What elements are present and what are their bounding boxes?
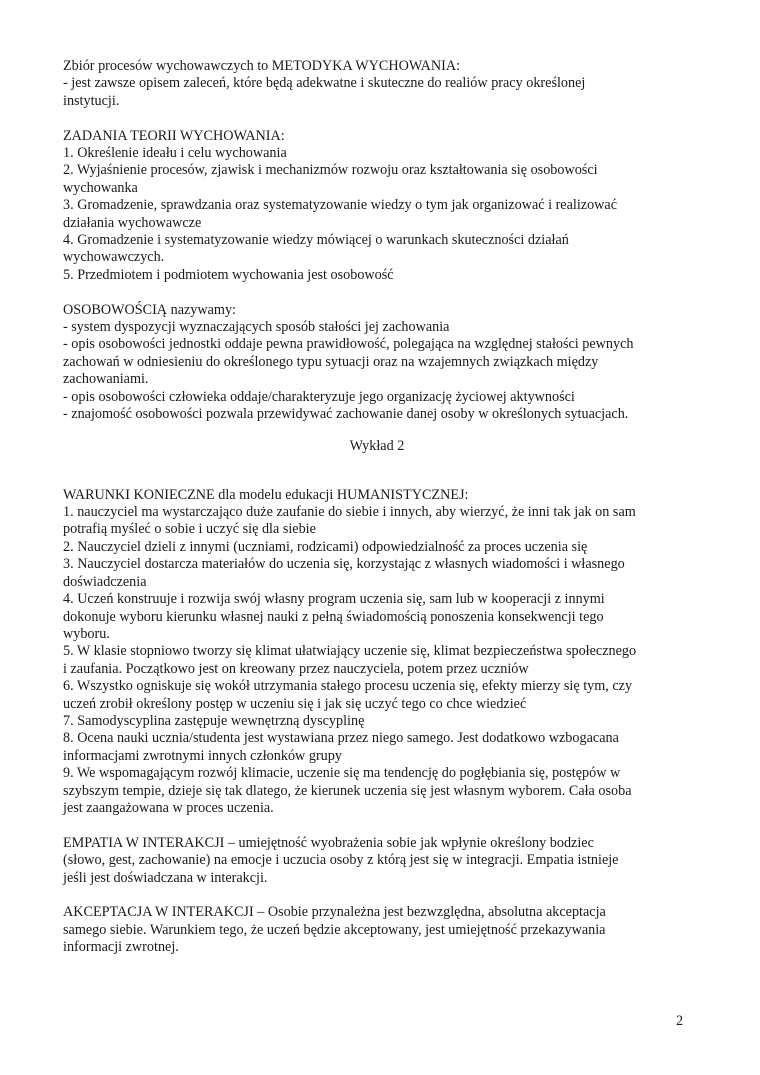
text-line: jeśli jest doświadczana w interakcji. [63,869,268,886]
section-heading: WARUNKI KONIECZNE dla modelu edukacji HUMANISTYCZNEJ: [63,486,469,503]
list-item: 2. Wyjaśnienie procesów, zjawisk i mechanizmów rozwoju oraz kształtowania się osobowości [63,162,598,179]
text-line: EMPATIA W INTERAKCJI – umiejętność wyobrażenia sobie jak wpłynie określony bodziec [63,834,594,851]
section-empathy [63,835,691,887]
list-item: dokonuje wyboru kierunku własnej nauki z pełną świadomością ponoszenia konsekwencji tego [63,608,604,625]
list-item: 4. Uczeń konstruuje i rozwija swój własny program uczenia się, sam lub w kooperacji z innymi [63,591,605,608]
list-item: 5. Przedmiotem i podmiotem wychowania jest osobowość [63,266,394,283]
list-item: informacjami zwrotnymi innych członków grupy [63,747,342,764]
list-item: zachowaniami. [63,371,149,388]
list-item: potrafią myśleć o sobie i uczyć się dla siebie [63,521,316,538]
text-line: - jest zawsze opisem zaleceń, które będą adekwatne i skuteczne do realiów pracy określonej [63,75,586,92]
text-line: (słowo, gest, zachowanie) na emocje i uczucia osoby z którą jest się w integracji. Empatia istnieje [63,852,619,869]
lecture-label: Wykład 2 [349,437,405,454]
list-item: 5. W klasie stopniowo tworzy się klimat ułatwiający uczenie się, klimat bezpieczeństwa społecznego [63,643,637,660]
list-item: 4. Gromadzenie i systematyzowanie wiedzy mówiącej o warunkach skuteczności działań [63,232,569,249]
section-education-theory-tasks [63,128,691,285]
list-item: 1. nauczyciel ma wystarczająco duże zaufanie do siebie i innych, aby wierzyć, że inni tak jak on sam [63,504,636,521]
section-heading: Zbiór procesów wychowawczych to METODYKA WYCHOWANIA: [63,58,461,74]
text-line: AKCEPTACJA W INTERAKCJI – Osobie przynależna jest bezwzględna, absolutna akceptacja [63,904,606,921]
list-item: wyboru. [63,625,110,642]
list-item: 9. We wspomagającym rozwój klimacie, uczenie się ma tendencję do pogłębiania się, postępów w [63,765,621,782]
list-item: działania wychowawcze [63,214,202,231]
list-item: 3. Nauczyciel dostarcza materiałów do uczenia się, korzystając z własnych wiadomości i własnego [63,556,625,573]
list-item: jest zaangażowana w proces uczenia. [63,799,274,816]
list-item: i zaufania. Początkowo jest on kreowany przez nauczyciela, potem przez uczniów [63,660,529,677]
section-heading: ZADANIA TEORII WYCHOWANIA: [63,127,285,144]
document-page [63,58,691,957]
list-item: 3. Gromadzenie, sprawdzania oraz systematyzowanie wiedzy o tym jak organizować i realizować [63,197,618,214]
list-item: - opis osobowości człowieka oddaje/charakteryzuje jego organizację życiowej aktywności [63,388,575,405]
list-item: wychowawczych. [63,249,165,266]
section-humanistic-conditions [63,487,691,818]
list-item: zachowań w odniesieniu do określonego typu sytuacji oraz na wzajemnych związkach między [63,353,599,370]
section-acceptance [63,904,691,956]
list-item: 8. Ocena nauki ucznia/studenta jest wystawiana przez niego samego. Jest dodatkowo wzbogacana [63,730,619,747]
list-item: - system dyspozycji wyznaczających sposób stałości jej zachowania [63,319,450,336]
list-item: - opis osobowości jednostki oddaje pewna prawidłowość, polegająca na względnej stałości pewnych [63,336,634,353]
list-item: doświadczenia [63,573,147,590]
section-methodology [63,58,691,110]
section-heading: OSOBOWOŚCIĄ nazywamy: [63,301,236,318]
list-item: 2. Nauczyciel dzieli z innymi (uczniami, rodzicami) odpowiedzialność za proces uczenia się [63,538,588,555]
text-line: instytucji. [63,92,120,109]
list-item: 1. Określenie ideału i celu wychowania [63,145,287,162]
section-personality [63,302,691,424]
list-item: - znajomość osobowości pozwala przewidywać zachowanie danej osoby w określonych sytuacjach. [63,406,629,423]
list-item: 7. Samodyscyplina zastępuje wewnętrzną dyscyplinę [63,712,365,729]
list-item: uczeń zrobił określony postęp w uczeniu się i jak się uczyć tego co chce wiedzieć [63,695,527,712]
list-item: wychowanka [63,179,138,196]
page-number: 2 [676,1013,684,1029]
text-line: informacji zwrotnej. [63,939,179,956]
list-item: szybszym tempie, dzieje się tak dlatego, że kierunek uczenia się jest własnym wyborem. Cała osoba [63,782,632,799]
text-line: samego siebie. Warunkiem tego, że uczeń będzie akceptowany, jest umiejętność przekazywania [63,921,606,938]
list-item: 6. Wszystko ogniskuje się wokół utrzymania stałego procesu uczenia się, efekty mierzy się tym, czy [63,678,633,695]
